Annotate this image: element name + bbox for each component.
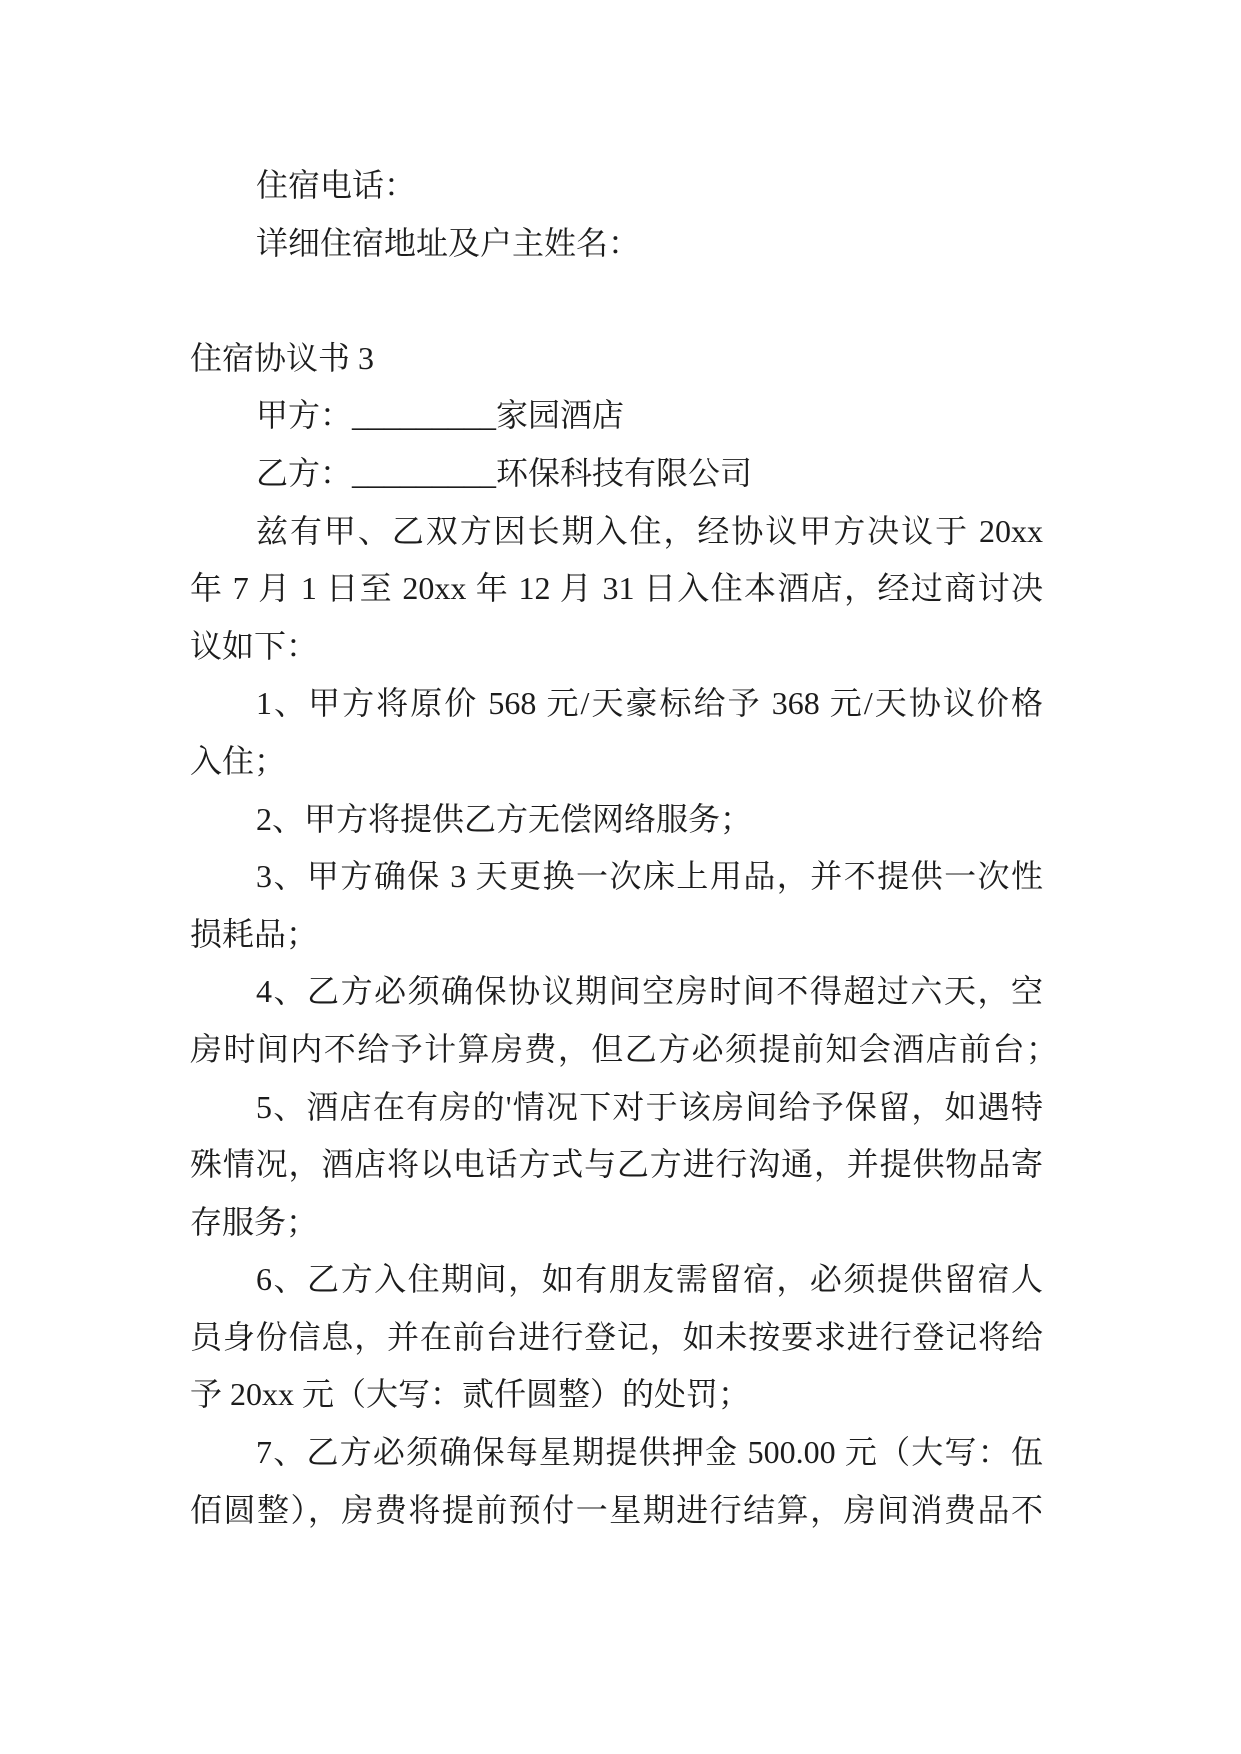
paragraph-line: 殊情况，酒店将以电话方式与乙方进行沟通，并提供物品寄: [190, 1146, 1043, 1183]
clause-2: [190, 791, 1043, 849]
intro-paragraph: [190, 503, 1043, 676]
paragraph-line: 3、甲方确保 3 天更换一次床上用品，并不提供一次性: [256, 858, 1043, 895]
clause-5: [190, 1079, 1043, 1252]
paragraph-line: 4、乙方必须确保协议期间空房时间不得超过六天，空: [256, 973, 1043, 1010]
paragraph-line: 年 7 月 1 日至 20xx 年 12 月 31 日入住本酒店，经过商讨决: [190, 570, 1043, 607]
paragraph-line: 予 20xx 元（大写：贰仟圆整）的处罚；: [190, 1376, 751, 1413]
clause-7: [190, 1424, 1043, 1539]
paragraph-line: 议如下：: [190, 627, 319, 664]
paragraph-line: 佰圆整），房费将提前预付一星期进行结算，房间消费品不: [190, 1491, 1043, 1528]
paragraph-line: 房时间内不给予计算房费，但乙方必须提前知会酒店前台；: [190, 1030, 1058, 1067]
paragraph-line: 7、乙方必须确保每星期提供押金 500.00 元（大写：伍: [256, 1434, 1043, 1471]
paragraph-line: 入住；: [190, 742, 287, 779]
clause-1: [190, 675, 1043, 790]
paragraph-line: 兹有甲、乙双方因长期入住，经协议甲方决议于 20xx: [256, 512, 1043, 549]
party-a-line: 甲方：_________家园酒店: [256, 397, 625, 434]
clause-6: [190, 1251, 1043, 1424]
paragraph-line: 员身份信息，并在前台进行登记，如未按要求进行登记将给: [190, 1318, 1043, 1355]
agreement-title: 住宿协议书 3: [190, 339, 375, 376]
paragraph-line: 2、甲方将提供乙方无偿网络服务；: [256, 800, 753, 837]
paragraph-line: 损耗品；: [190, 915, 319, 952]
paragraph-line: 5、酒店在有房的'情况下对于该房间给予保留，如遇特: [256, 1088, 1043, 1125]
paragraph-line: 存服务；: [190, 1203, 319, 1240]
address-label: 详细住宿地址及户主姓名：: [256, 224, 641, 261]
phone-label: 住宿电话：: [256, 167, 417, 203]
clause-3: [190, 848, 1043, 963]
party-b-line: 乙方：_________环保科技有限公司: [256, 454, 753, 491]
paragraph-line: 6、乙方入住期间，如有朋友需留宿，必须提供留宿人: [256, 1261, 1043, 1298]
document-body: [190, 157, 1058, 1539]
paragraph-line: 1、甲方将原价 568 元/天豪标给予 368 元/天协议价格: [256, 685, 1043, 722]
clause-4: [190, 963, 1058, 1078]
blank-line: [190, 272, 1043, 330]
